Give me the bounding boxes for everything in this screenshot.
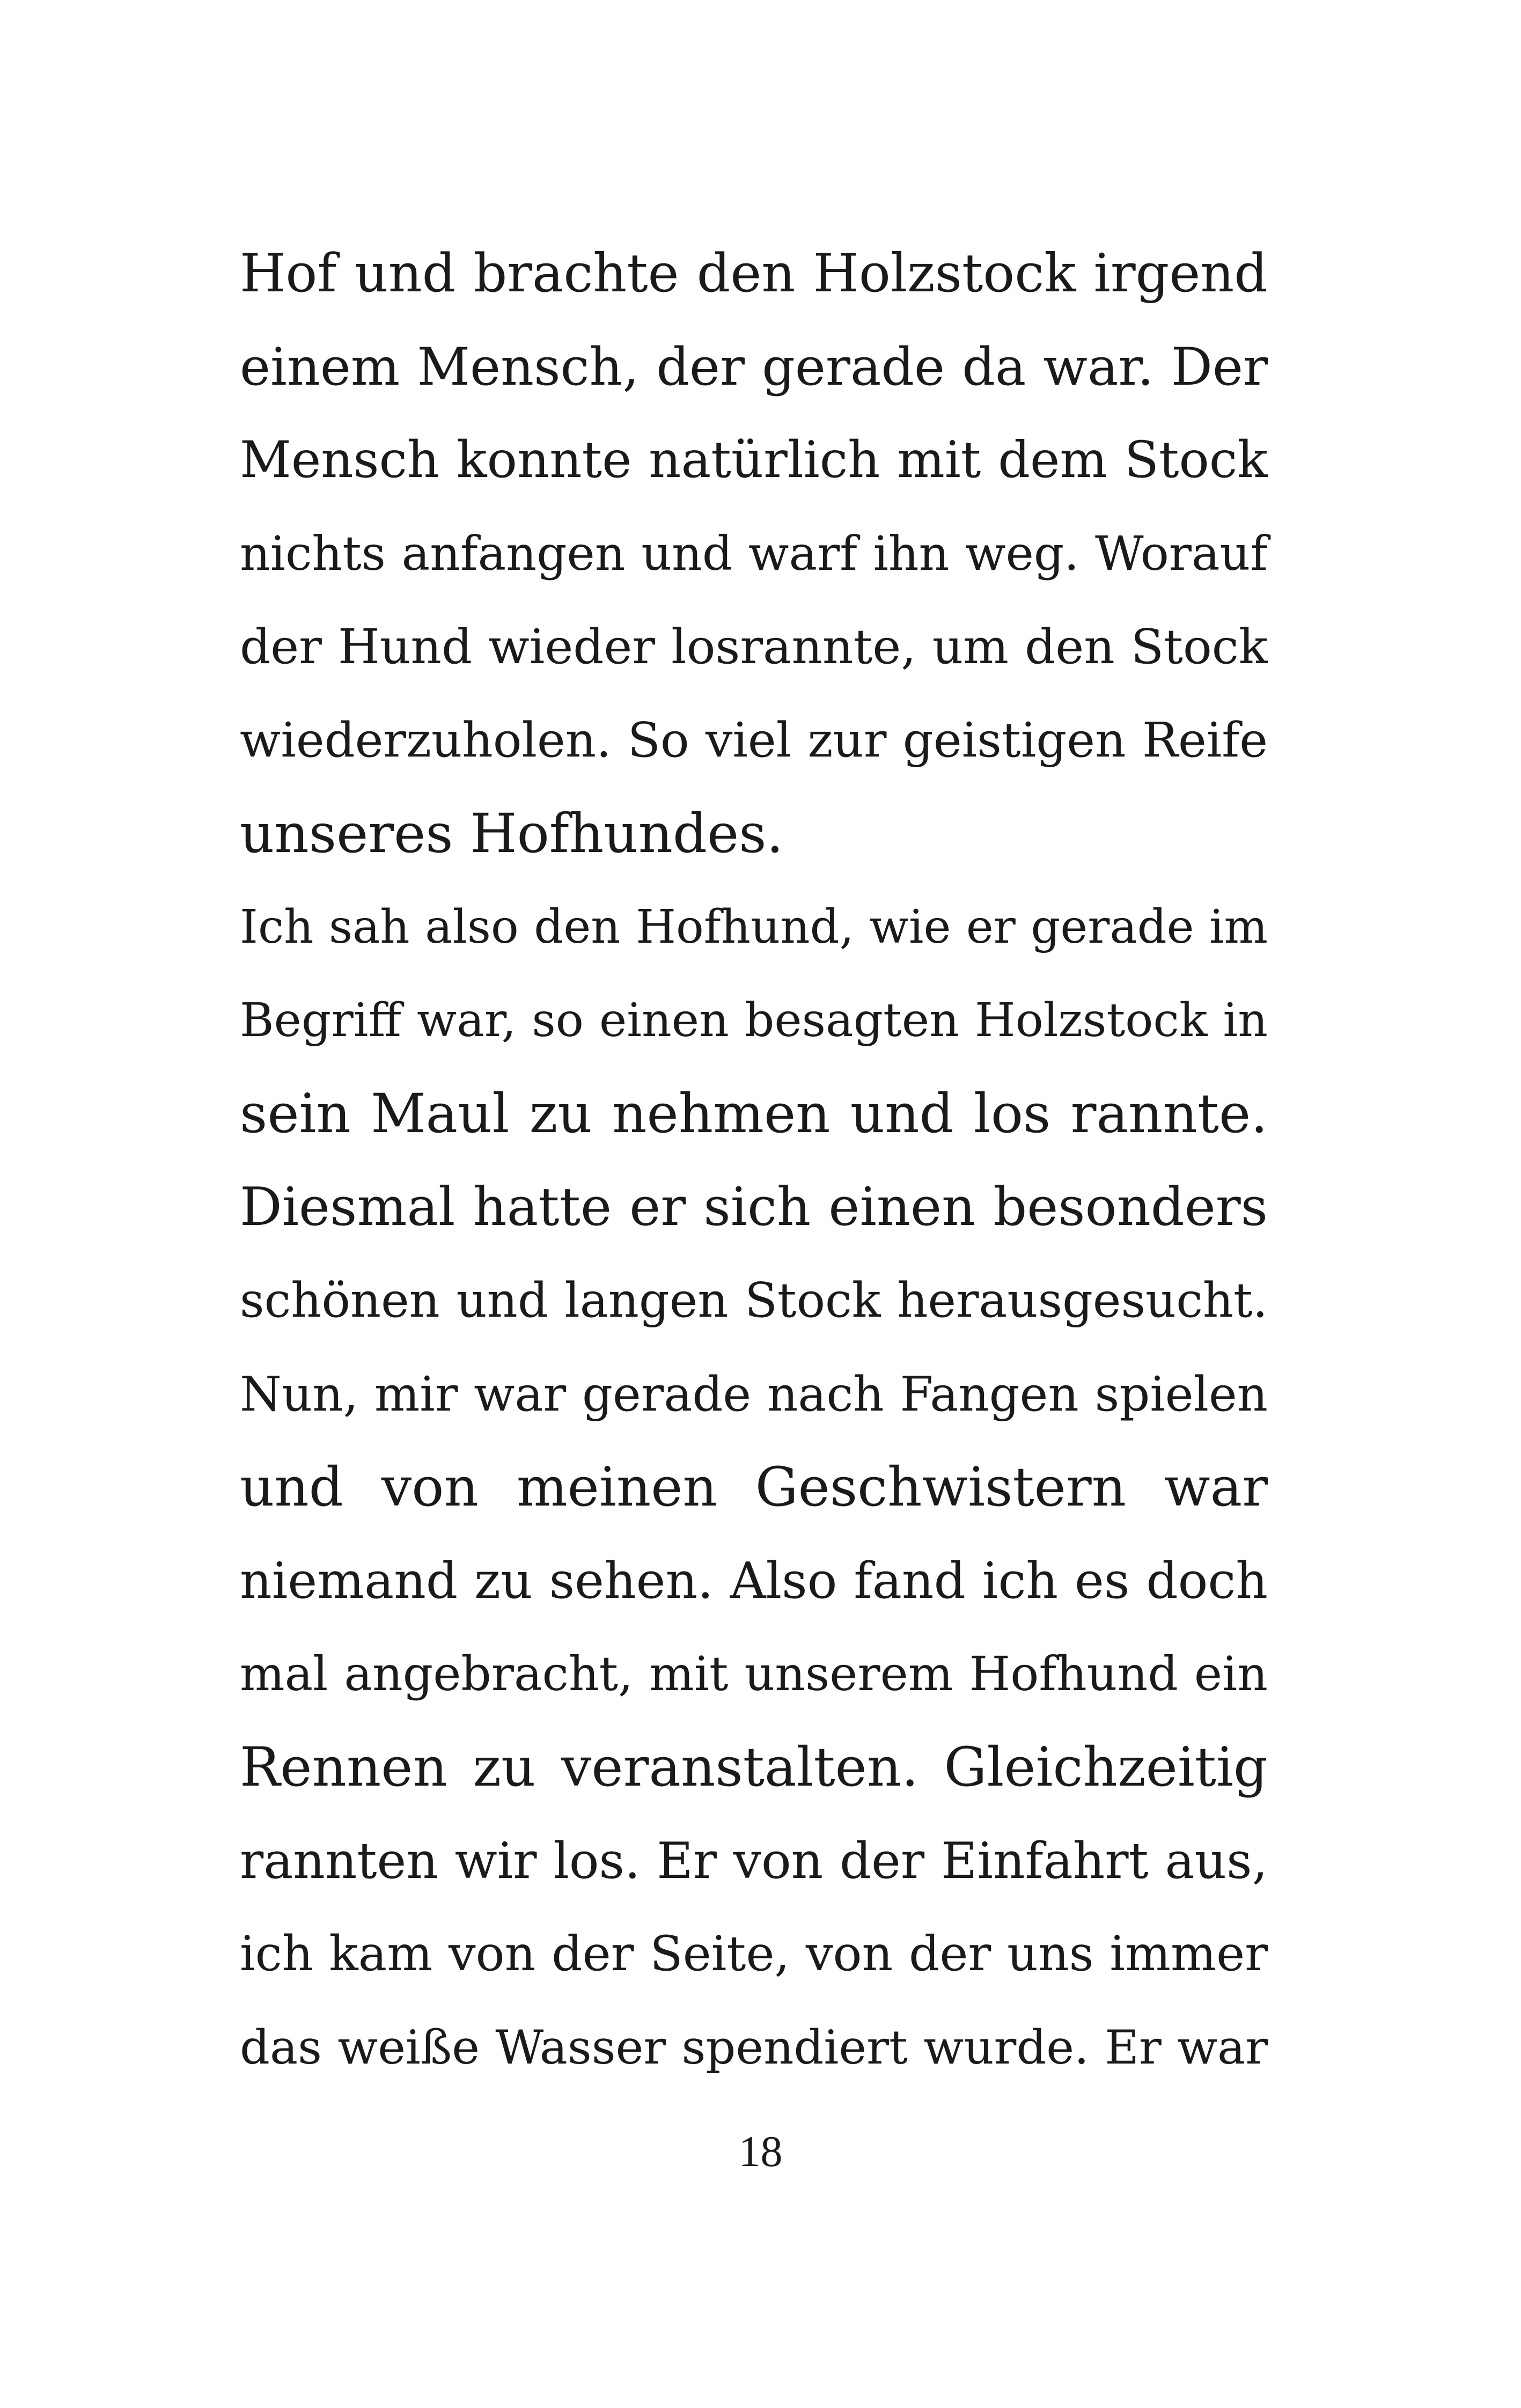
text-line: Diesmal hatte er sich einen besonders <box>240 1177 1268 1238</box>
text-line: nichts anfangen und warf ihn weg. Worauf <box>240 526 1268 581</box>
body-text <box>240 236 1268 2103</box>
text-line: das weiße Wasser spendiert wurde. Er war <box>240 2020 1268 2075</box>
text-line: Mensch konnte natürlich mit dem Stock <box>240 431 1268 489</box>
text-line: Ich sah also den Hofhund, wie er gerade im <box>240 900 1268 954</box>
text-line: schönen und langen Stock herausgesucht. <box>240 1273 1268 1328</box>
text-line: niemand zu sehen. Also fand ich es doch <box>240 1552 1268 1610</box>
text-line: Hof und brachte den Holzstock irgend <box>240 243 1268 304</box>
text-line: wiederzuholen. So viel zur geistigen Reife <box>240 713 1268 768</box>
text-line: Begriff war, so einen besagten Holzstock in <box>240 994 1268 1047</box>
text-line: einem Mensch, der gerade da war. Der <box>240 337 1268 397</box>
text-line: rannten wir los. Er von der Einfahrt aus, <box>240 1832 1268 1890</box>
text-line: Rennen zu veranstalten. Gleichzeitig <box>240 1736 1268 1798</box>
text-line: Nun, mir war gerade nach Fangen spielen <box>240 1366 1268 1422</box>
paragraph-2 <box>240 890 1268 2103</box>
text-line: ich kam von der Seite, von der uns immer <box>240 1926 1268 1982</box>
paragraph-1 <box>240 236 1268 890</box>
text-line: unseres Hofhundes. <box>240 802 784 865</box>
text-line: mal angebracht, mit unserem Hofhund ein <box>240 1646 1268 1701</box>
text-line: sein Maul zu nehmen und los rannte. <box>240 1082 1268 1145</box>
text-line: und von meinen Geschwistern war <box>240 1456 1268 1518</box>
text-line: der Hund wieder losrannte, um den Stock <box>240 619 1268 675</box>
page-number: 18 <box>738 2127 783 2176</box>
